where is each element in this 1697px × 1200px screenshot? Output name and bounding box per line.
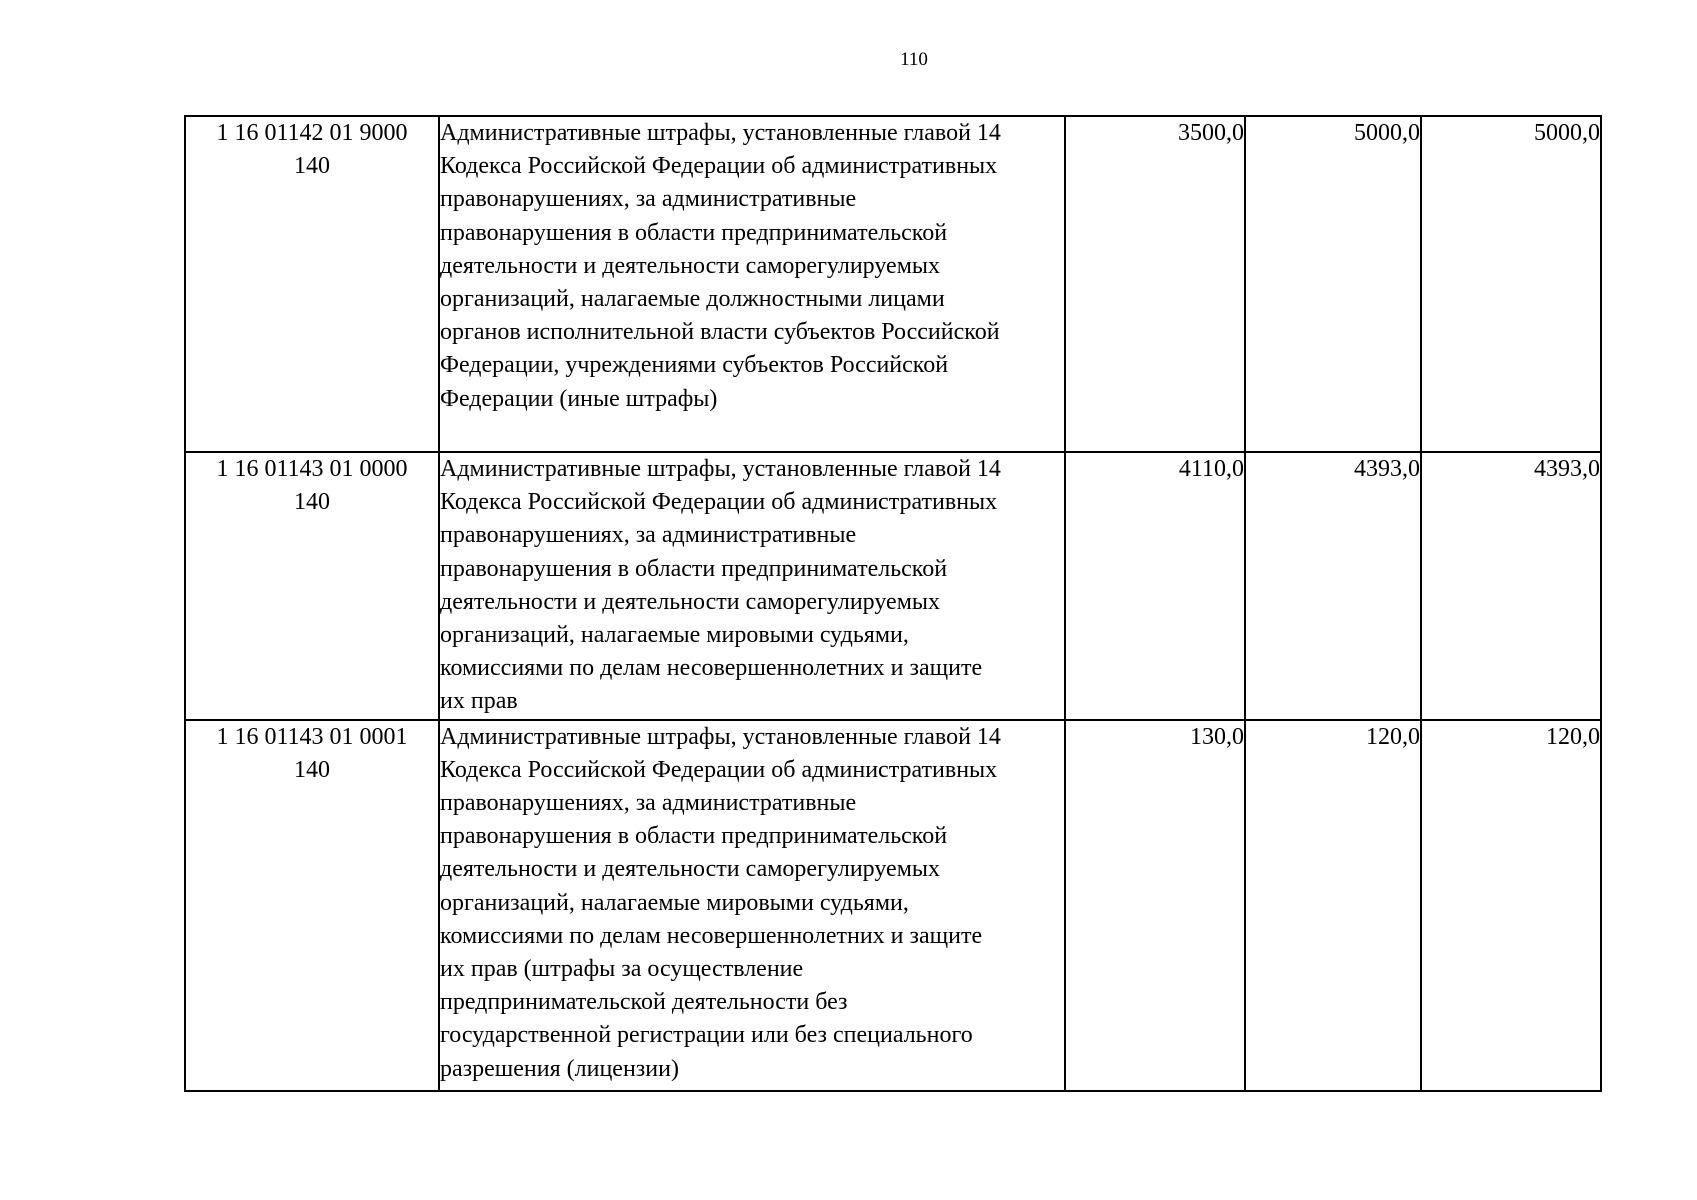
table-row: [185, 720, 1601, 1091]
amount-year-3: 5000,0: [1421, 116, 1601, 452]
revenue-description: Административные штрафы, установленные главой 14 Кодекса Российской Федерации об административных правонарушениях, за административные правонарушения в области предпринимательской деятельности и деятельности саморегулируемых организаций, налагаемые должностными лицами органов исполнительной власти субъектов Российской Федерации, учреждениями субъектов Российской Федерации (иные штрафы): [439, 116, 1065, 452]
code-text: 1 16 01143 01 0001 140: [216, 723, 408, 783]
table-row: [185, 452, 1601, 720]
amount-year-3: 120,0: [1421, 720, 1601, 1091]
amount-year-1: 3500,0: [1065, 116, 1245, 452]
page-number: 110: [900, 49, 928, 70]
amount-year-2: 5000,0: [1245, 116, 1421, 452]
revenue-description: Административные штрафы, установленные главой 14 Кодекса Российской Федерации об административных правонарушениях, за административные правонарушения в области предпринимательской деятельности и деятельности саморегулируемых организаций, налагаемые мировыми судьями, комиссиями по делам несовершеннолетних и защите их прав: [439, 452, 1065, 720]
budget-classification-code: [185, 720, 439, 1091]
amount-year-2: 120,0: [1245, 720, 1421, 1091]
code-text: 1 16 01143 01 0000 140: [216, 456, 408, 516]
code-text: 1 16 01142 01 9000 140: [216, 120, 408, 180]
revenue-description: Административные штрафы, установленные главой 14 Кодекса Российской Федерации об административных правонарушениях, за административные правонарушения в области предпринимательской деятельности и деятельности саморегулируемых организаций, налагаемые мировыми судьями, комиссиями по делам несовершеннолетних и защите их прав (штрафы за осуществление предпринимательской деятельности без государственной регистрации или без специального разрешения (лицензии): [439, 720, 1065, 1091]
budget-classification-code: [185, 452, 439, 720]
table-row: [185, 116, 1601, 452]
budget-classification-code: [185, 116, 439, 452]
amount-year-1: 130,0: [1065, 720, 1245, 1091]
budget-revenue-table: [184, 115, 1602, 1092]
amount-year-3: 4393,0: [1421, 452, 1601, 720]
amount-year-2: 4393,0: [1245, 452, 1421, 720]
amount-year-1: 4110,0: [1065, 452, 1245, 720]
